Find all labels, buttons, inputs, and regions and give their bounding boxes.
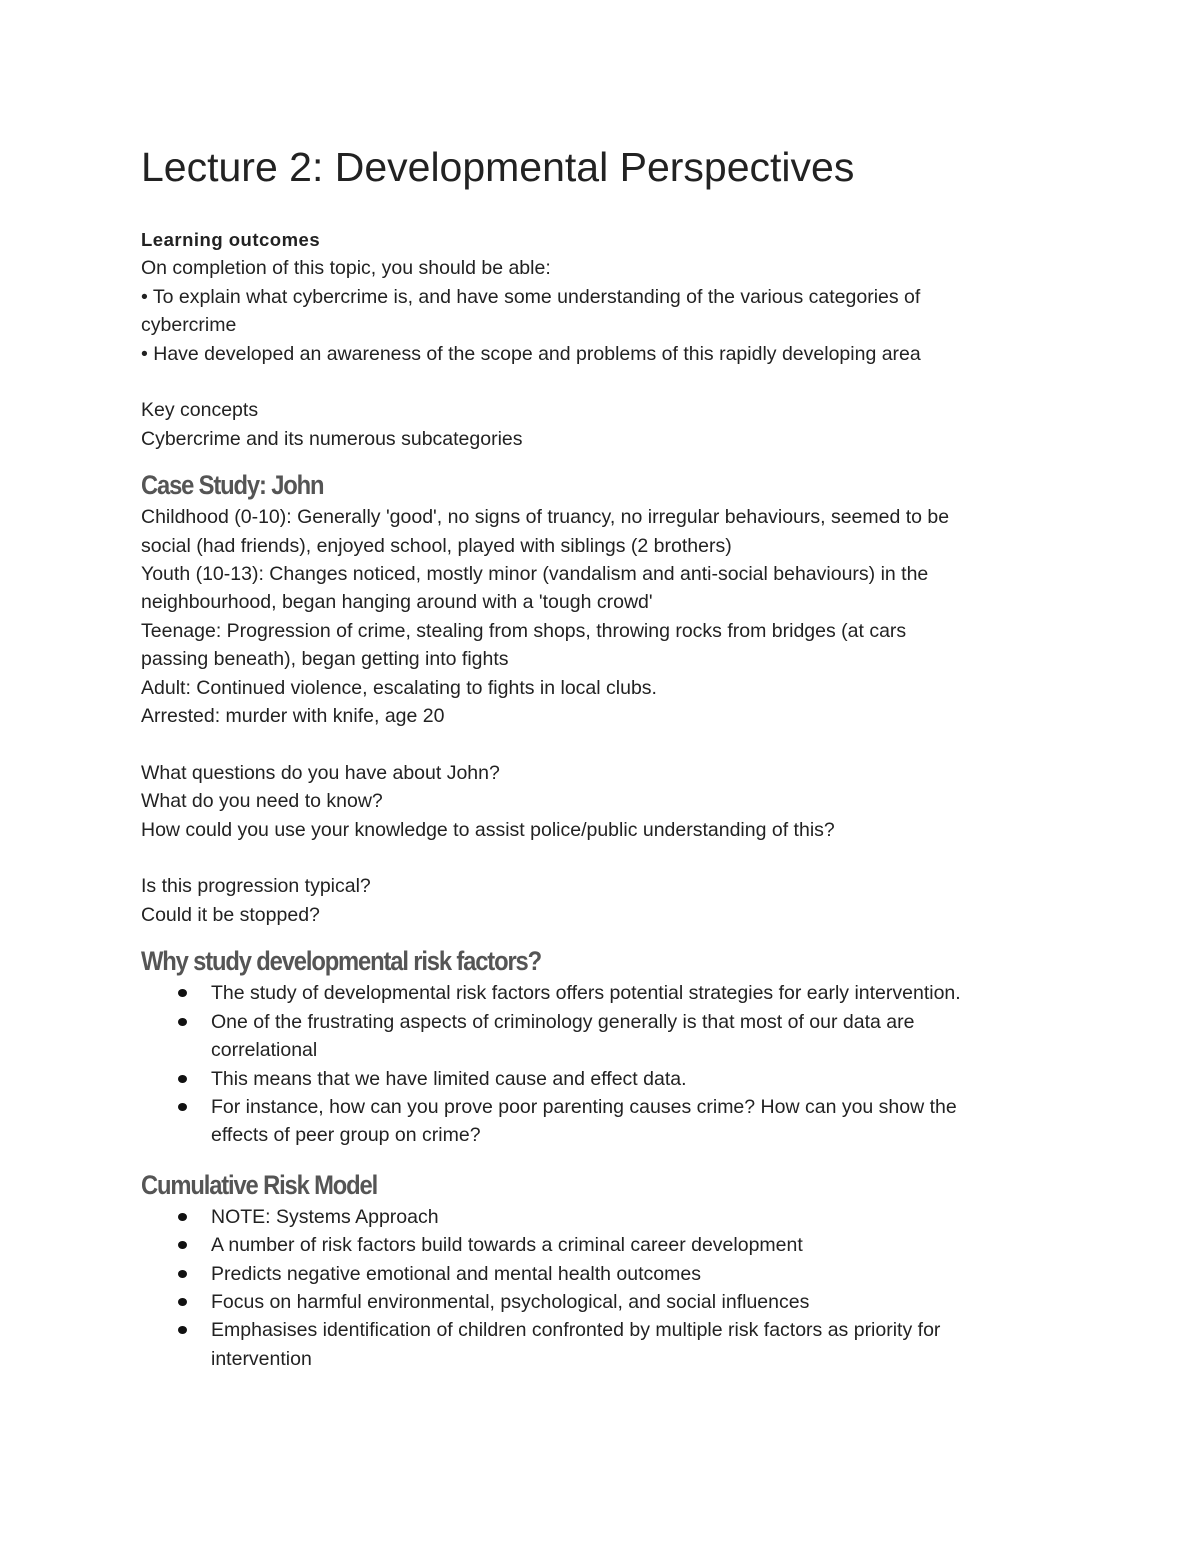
list-item bbox=[141, 1093, 1051, 1150]
list-item-text: intervention bbox=[211, 1347, 312, 1370]
case-study-line: neighbourhood, began hanging around with a 'tough crowd' bbox=[141, 591, 653, 614]
list-item-text: effects of peer group on crime? bbox=[211, 1124, 481, 1147]
case-study-line: Teenage: Progression of crime, stealing from shops, throwing rocks from bridges (at cars bbox=[141, 619, 907, 642]
why-study-heading: Why study developmental risk factors? bbox=[141, 946, 541, 977]
case-study-question: What do you need to know? bbox=[141, 790, 383, 813]
list-item-text: Predicts negative emotional and mental health outcomes bbox=[211, 1262, 701, 1285]
spacer bbox=[141, 368, 1051, 396]
document-page bbox=[141, 138, 1051, 1373]
why-study-section bbox=[141, 944, 1051, 1149]
list-item bbox=[141, 1288, 1051, 1316]
page-title: Lecture 2: Developmental Perspectives bbox=[141, 144, 855, 190]
list-item-text: One of the frustrating aspects of criminology generally is that most of our data are bbox=[211, 1010, 915, 1033]
list-item-text: Focus on harmful environmental, psychological, and social influences bbox=[211, 1290, 810, 1313]
case-study-question: Is this progression typical? bbox=[141, 875, 371, 898]
case-study-line: Adult: Continued violence, escalating to fights in local clubs. bbox=[141, 676, 657, 699]
bullet-icon bbox=[178, 1241, 187, 1249]
list-item-text: correlational bbox=[211, 1039, 318, 1062]
list-item-text: This means that we have limited cause and effect data. bbox=[211, 1067, 687, 1090]
case-study-question: What questions do you have about John? bbox=[141, 761, 500, 784]
bullet-icon bbox=[178, 989, 187, 997]
bullet-icon bbox=[178, 1270, 187, 1278]
learning-outcomes-intro: On completion of this topic, you should be able: bbox=[141, 257, 551, 280]
bullet-icon bbox=[178, 1298, 187, 1306]
case-study-question: How could you use your knowledge to assist police/public understanding of this? bbox=[141, 818, 835, 841]
bullet-icon bbox=[178, 1075, 187, 1083]
list-item-text: Emphasises identification of children confronted by multiple risk factors as priority for bbox=[211, 1319, 941, 1342]
list-item bbox=[141, 1231, 1051, 1259]
spacer bbox=[141, 730, 1051, 758]
case-study-line: passing beneath), began getting into fights bbox=[141, 648, 509, 671]
case-study-question: Could it be stopped? bbox=[141, 903, 320, 926]
list-item-text: NOTE: Systems Approach bbox=[211, 1205, 439, 1228]
learning-outcome-line: • Have developed an awareness of the scope and problems of this rapidly developing area bbox=[141, 342, 921, 365]
learning-outcomes-section bbox=[141, 226, 1051, 368]
learning-outcomes-heading: Learning outcomes bbox=[141, 229, 321, 250]
list-item bbox=[141, 1065, 1051, 1093]
learning-outcome-line: cybercrime bbox=[141, 314, 237, 337]
cumulative-risk-heading: Cumulative Risk Model bbox=[141, 1169, 378, 1200]
list-item bbox=[141, 1008, 1051, 1065]
case-study-line: Childhood (0-10): Generally 'good', no signs of truancy, no irregular behaviours, seemed to be bbox=[141, 506, 950, 529]
why-study-list bbox=[141, 979, 1051, 1149]
list-item bbox=[141, 1203, 1051, 1231]
bullet-icon bbox=[178, 1103, 187, 1111]
key-concepts-heading: Key concepts bbox=[141, 399, 259, 422]
learning-outcome-line: • To explain what cybercrime is, and have some understanding of the various categories of bbox=[141, 285, 921, 308]
case-study-line: Youth (10-13): Changes noticed, mostly minor (vandalism and anti-social behaviours) in the bbox=[141, 563, 929, 586]
bullet-icon bbox=[178, 1213, 187, 1221]
key-concepts-text: Cybercrime and its numerous subcategories bbox=[141, 427, 523, 450]
cumulative-risk-section bbox=[141, 1168, 1051, 1373]
key-concepts-section bbox=[141, 396, 1051, 453]
case-study-heading: Case Study: John bbox=[141, 470, 324, 501]
list-item bbox=[141, 979, 1051, 1007]
bullet-icon bbox=[178, 1326, 187, 1334]
spacer bbox=[141, 844, 1051, 872]
case-study-section bbox=[141, 468, 1051, 929]
cumulative-risk-list bbox=[141, 1203, 1051, 1373]
list-item-text: The study of developmental risk factors offers potential strategies for early intervention. bbox=[211, 982, 961, 1005]
bullet-icon bbox=[178, 1018, 187, 1026]
list-item bbox=[141, 1260, 1051, 1288]
case-study-line: Arrested: murder with knife, age 20 bbox=[141, 705, 445, 728]
case-study-line: social (had friends), enjoyed school, played with siblings (2 brothers) bbox=[141, 534, 732, 557]
list-item-text: For instance, how can you prove poor parenting causes crime? How can you show the bbox=[211, 1095, 957, 1118]
list-item-text: A number of risk factors build towards a criminal career development bbox=[211, 1234, 803, 1257]
list-item bbox=[141, 1316, 1051, 1373]
